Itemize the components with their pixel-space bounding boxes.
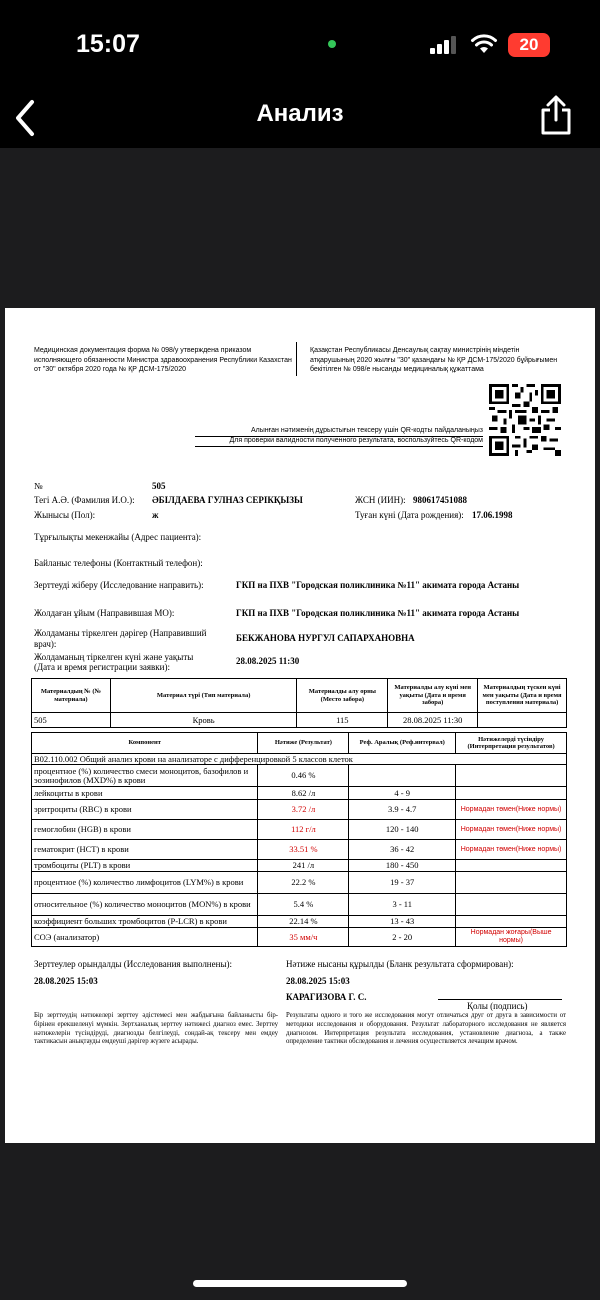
registration-label-line1: Жолдаманың тіркелген күні және уақыты — [34, 652, 194, 662]
navigation-bar — [0, 90, 600, 148]
status-bar — [0, 0, 600, 90]
disclaimer-ru: Результаты одного и того же исследования могут отличаться друг от друга в зависимости от методики исследования и оборудования. Результат лабораторного исследования не является диагнозом. Интерпретация результата исследования, установление диагноза, а также определение тактики обследования и лечения осуществляется лечащим врачом. — [286, 1012, 566, 1046]
performed-value: 28.08.2025 15:03 — [34, 976, 98, 986]
recording-indicator-icon — [328, 40, 336, 48]
test-group-title: B02.110.002 Общий анализ крови на анализаторе с дифференцировкой 5 классов клеток — [32, 754, 567, 765]
result-reference: 4 - 9 — [349, 787, 456, 800]
result-reference — [349, 765, 456, 787]
sex-label: Жынысы (Пол): — [34, 510, 96, 520]
result-value: 22.14 % — [258, 916, 349, 928]
share-icon[interactable] — [538, 94, 574, 136]
result-reference: 120 - 140 — [349, 820, 456, 840]
material-header-cell: Материалдың № (№ материала) — [32, 679, 111, 713]
result-component: процентное (%) количество смеси моноцитов, базофилов и эозинофилов (MXD%) в крови — [32, 765, 258, 787]
qr-hint-kz: Алынған нәтиженің дұрыстығын тексеру үшін QR-кодты пайдаланыңыз — [250, 427, 483, 434]
qr-hint-ru: Для проверки валидности полученного результата, воспользуйтесь QR-кодом — [229, 437, 483, 444]
header-right-text: Қазақстан Республикасы Денсаулық сақтау министрінің міндетін атқарушының 2020 жылғы "30" қазандағы № ҚР ДСМ-175/2020 бұйрығымен бекітілген № 098/е нысанды медициналық құжаттама — [310, 347, 558, 373]
material-type: Кровь — [110, 713, 297, 728]
results-header-row — [32, 733, 567, 754]
header-left-text: Медицинская документация форма № 098/у утверждена приказом исполняющего обязанности Министра здравоохранения Республики Казахстан от "30" октября 2020 года № ҚР ДСМ-175/2020 — [34, 347, 292, 373]
sent-to-label: Зерттеуді жіберу (Исследование направить): — [34, 580, 204, 590]
formed-value: 28.08.2025 15:03 — [286, 976, 350, 986]
battery-indicator: 20 — [508, 33, 550, 57]
material-row — [32, 713, 567, 728]
result-interpretation: Нормадан жоғары(Выше нормы) — [456, 928, 567, 947]
signature-line — [438, 999, 562, 1000]
result-reference: 3 - 11 — [349, 894, 456, 916]
result-row — [32, 872, 567, 894]
page-title: Анализ — [256, 100, 344, 127]
doctor-label-line2: врач): — [34, 639, 57, 649]
material-header-cell: Материалды алу күні мен уақыты (Дата и время забора) — [388, 679, 478, 713]
result-value: 5.4 % — [258, 894, 349, 916]
material-header-row — [32, 679, 567, 713]
result-reference: 19 - 37 — [349, 872, 456, 894]
result-value: 241 /л — [258, 860, 349, 872]
material-collected: 28.08.2025 11:30 — [388, 713, 478, 728]
result-reference: 3.9 - 4.7 — [349, 800, 456, 820]
registration-value: 28.08.2025 11:30 — [236, 656, 300, 666]
result-row — [32, 787, 567, 800]
results-table — [31, 732, 567, 947]
result-value: 8.62 /л — [258, 787, 349, 800]
material-site: 115 — [297, 713, 388, 728]
patient-name: ӘБІЛДАЕВА ГУЛНАЗ СЕРІКҚЫЗЫ — [152, 495, 303, 505]
formed-label: Нәтиже нысаны құрылды (Бланк результата сформирован): — [286, 959, 514, 969]
result-value: 112 г/л — [258, 820, 349, 840]
result-component: СОЭ (анализатор) — [32, 928, 258, 947]
referring-mo-label: Жолдаған ұйым (Направившая МО): — [34, 608, 175, 618]
referring-mo-value: ГКП на ПХВ "Городская поликлиника №11" акимата города Астаны — [236, 608, 520, 618]
result-row — [32, 916, 567, 928]
result-component: гематокрит (HCT) в крови — [32, 840, 258, 860]
lab-result-document — [5, 308, 595, 1143]
result-interpretation — [456, 860, 567, 872]
signer-name: КАРАГИЗОВА Г. С. — [286, 992, 367, 1002]
cellular-signal-icon — [430, 36, 458, 54]
result-value: 35 мм/ч — [258, 928, 349, 947]
result-value: 3.72 /л — [258, 800, 349, 820]
results-header-cell: Компонент — [32, 733, 258, 754]
result-component: лейкоциты в крови — [32, 787, 258, 800]
status-time: 15:07 — [76, 30, 140, 58]
result-reference: 13 - 43 — [349, 916, 456, 928]
results-group-row — [32, 754, 567, 765]
name-label: Тегі А.Ә. (Фамилия И.О.): — [34, 495, 135, 505]
results-header-cell: Нәтиже (Результат) — [258, 733, 349, 754]
doctor-label-line1: Жолдаманы тіркелген дәрігер (Направивший — [34, 628, 207, 638]
result-interpretation: Нормадан төмен(Ниже нормы) — [456, 820, 567, 840]
result-value: 33.51 % — [258, 840, 349, 860]
qr-code-icon[interactable] — [489, 384, 561, 456]
result-row — [32, 820, 567, 840]
result-row — [32, 928, 567, 947]
result-component: гемоглобин (HGB) в крови — [32, 820, 258, 840]
result-interpretation: Нормадан төмен(Ниже нормы) — [456, 840, 567, 860]
result-component: процентное (%) количество лимфоцитов (LYM%) в крови — [32, 872, 258, 894]
result-reference: 2 - 20 — [349, 928, 456, 947]
results-header-cell: Нәтижелерді түсіндіру (Интерпретация результатов) — [456, 733, 567, 754]
material-header-cell: Материал түрі (Тип материала) — [110, 679, 297, 713]
phone-label: Байланыс телефоны (Контактный телефон): — [34, 558, 203, 568]
result-reference: 180 - 450 — [349, 860, 456, 872]
material-header-cell: Материалды алу орны (Место забора) — [297, 679, 388, 713]
qr-hint-underline — [195, 446, 483, 447]
result-component: эритроциты (RBC) в крови — [32, 800, 258, 820]
signature-label: Қолы (подпись) — [467, 1001, 528, 1011]
registration-label-line2: (Дата и время регистрации заявки): — [34, 662, 170, 672]
result-interpretation — [456, 916, 567, 928]
dob-label: Туған күні (Дата рождения): — [355, 510, 464, 520]
result-value: 22.2 % — [258, 872, 349, 894]
wifi-icon — [470, 34, 498, 54]
sent-to-value: ГКП на ПХВ "Городская поликлиника №11" акимата города Астаны — [236, 580, 520, 590]
result-component: коэффициент больших тромбоцитов (P-LCR) в крови — [32, 916, 258, 928]
result-interpretation: Нормадан төмен(Ниже нормы) — [456, 800, 567, 820]
material-table — [31, 678, 567, 728]
result-row — [32, 894, 567, 916]
performed-label: Зерттеулер орындалды (Исследования выполнены): — [34, 959, 232, 969]
result-row — [32, 800, 567, 820]
material-header-cell: Материалдың түскен күні мен уақыты (Дата и время поступления материала) — [478, 679, 567, 713]
result-component: относительное (%) количество моноцитов (MON%) в крови — [32, 894, 258, 916]
iin-label: ЖСН (ИИН): — [355, 495, 406, 505]
result-component: тромбоциты (PLT) в крови — [32, 860, 258, 872]
result-interpretation — [456, 787, 567, 800]
result-interpretation — [456, 872, 567, 894]
doctor-value: БЕКЖАНОВА НУРГУЛ САПАРХАНОВНА — [236, 633, 415, 643]
dob-value: 17.06.1998 — [472, 510, 513, 520]
home-indicator[interactable] — [193, 1280, 407, 1287]
results-header-cell: Реф. Аралық (Реф.интервал) — [349, 733, 456, 754]
disclaimer-kz: Бір зерттеудің нәтижелері зерттеу әдістемесі мен жабдығына байланысты бір-бірінен ерекшеленуі мүмкін. Зертханалық зерттеу нәтижесі диагноз емес. Зерттеу нәтижелерін түсіндіруді, диагнозды белгілеуді, сондай-ақ тексеру мен емдеу тактикасын анықтауды емдеуші дәрігер жүзеге асырады. — [34, 1012, 278, 1046]
result-row — [32, 860, 567, 872]
header-divider — [296, 342, 297, 376]
result-value: 0.46 % — [258, 765, 349, 787]
iin-value: 980617451088 — [413, 495, 467, 505]
number-value: 505 — [152, 481, 166, 491]
result-interpretation — [456, 894, 567, 916]
result-row — [32, 840, 567, 860]
result-row — [32, 765, 567, 787]
number-label: № — [34, 481, 43, 491]
result-reference: 36 - 42 — [349, 840, 456, 860]
sex-value: ж — [152, 510, 159, 520]
address-label: Тұрғылықты мекенжайы (Адрес пациента): — [34, 532, 202, 542]
material-number: 505 — [32, 713, 111, 728]
result-interpretation — [456, 765, 567, 787]
material-received — [478, 713, 567, 728]
